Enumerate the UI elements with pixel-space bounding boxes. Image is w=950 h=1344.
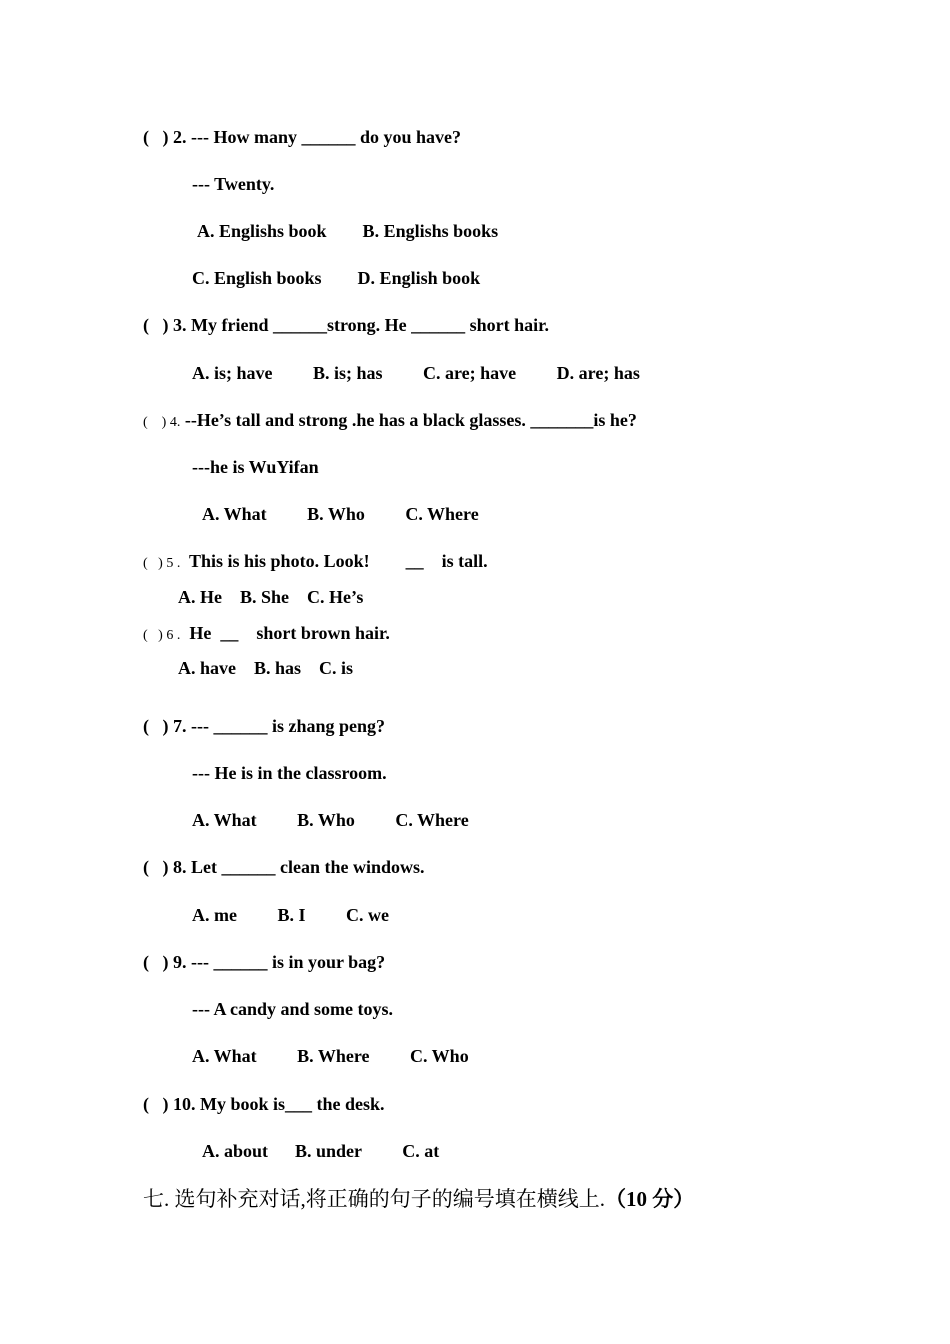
section-7-title: 七. 选句补充对话,将正确的句子的编号填在横线上. (143, 1187, 605, 1211)
question-5-options: A. He B. She C. He’s (178, 587, 364, 607)
question-4-number: ( ) 4. (143, 415, 181, 430)
question-8-stem: ( ) 8. Let ______ clean the windows. (143, 857, 425, 877)
question-8-options: A. me B. I C. we (192, 905, 389, 925)
question-6-options: A. have B. has C. is (178, 658, 354, 678)
question-10-stem: ( ) 10. My book is___ the desk. (143, 1094, 385, 1114)
question-4-answer: ---he is WuYifan (192, 457, 319, 477)
question-9-options: A. What B. Where C. Who (192, 1046, 469, 1066)
question-7-stem: ( ) 7. --- ______ is zhang peng? (143, 716, 385, 736)
question-10-options: A. about B. under C. at (202, 1141, 440, 1161)
question-7-answer: --- He is in the classroom. (192, 763, 387, 783)
question-2-answer: --- Twenty. (192, 174, 275, 194)
question-7-options: A. What B. Who C. Where (192, 810, 469, 830)
question-4-text: --He’s tall and strong .he has a black glasses. _______is he? (180, 410, 637, 430)
question-5-number: ( ) 5 . (143, 556, 181, 571)
section-7-score: （10 分） (605, 1187, 695, 1211)
question-6-number: ( ) 6 . (143, 628, 181, 643)
question-3-options: A. is; have B. is; has C. are; have D. are; has (192, 363, 640, 383)
question-2-options-ab: A. Englishs book B. Englishs books (197, 221, 499, 241)
question-9-answer: --- A candy and some toys. (192, 999, 394, 1019)
question-6-text: He __ short brown hair. (180, 623, 390, 643)
question-3-stem: ( ) 3. My friend ______strong. He ______ short hair. (143, 315, 549, 335)
question-2-stem: ( ) 2. --- How many ______ do you have? (143, 127, 461, 147)
question-2-options-cd: C. English books D. English book (192, 268, 481, 288)
question-6-stem (143, 622, 390, 647)
question-5-text: This is his photo. Look! __ is tall. (180, 551, 488, 571)
section-7-heading (143, 1186, 694, 1213)
question-4-options: A. What B. Who C. Where (202, 504, 479, 524)
question-5-stem (143, 550, 488, 575)
question-9-stem: ( ) 9. --- ______ is in your bag? (143, 952, 386, 972)
question-4-stem (143, 409, 637, 434)
